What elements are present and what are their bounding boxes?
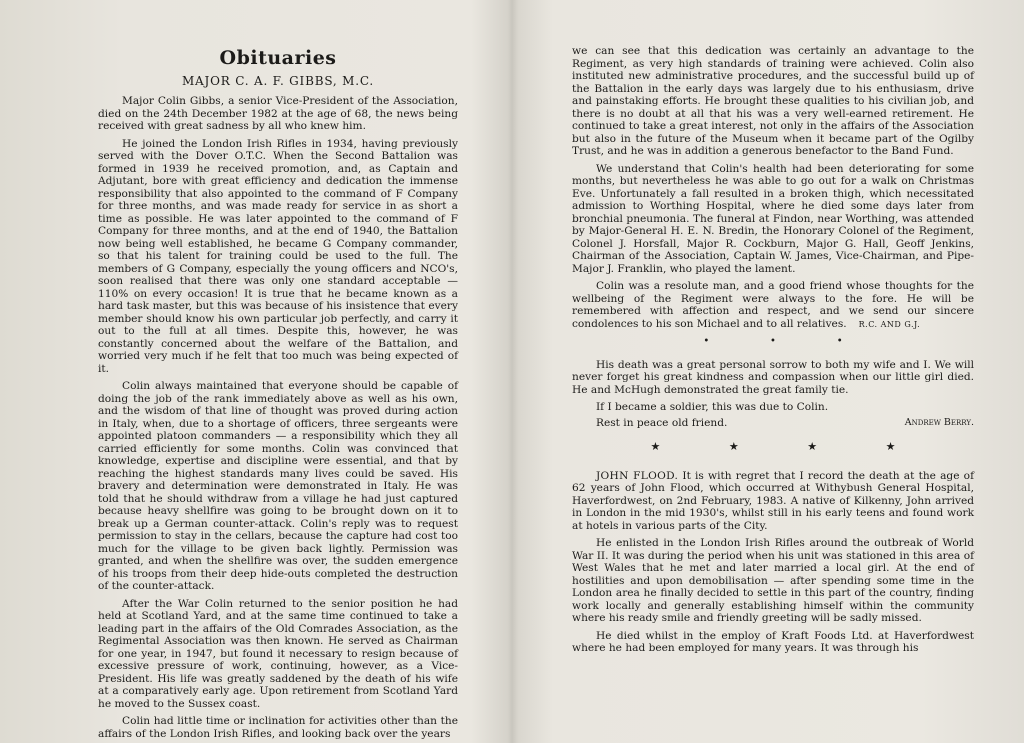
section-divider-dots xyxy=(673,336,873,349)
paragraph-resolute-text: Colin was a resolute man, and a good friend whose thoughts for the wellbeing of the Regiment were always to the fore. He will be remembered with affection and respect, and we send our sincere condolences to his son Michael and to all relatives. xyxy=(572,280,974,330)
left-column xyxy=(98,47,458,743)
continuation-paragraph: we can see that this dedication was certainly an advantage to the Regiment, as very high standards of training were achieved. Colin also instituted new administrative procedures, and the successful build up of the Battalion in the early days was largely due to his enthusiasm, drive and painstaking efforts. He brought these qualities to his civilian job, and there is no doubt at all that his was a very well-earned retirement. He continued to take a great interest, not only in the affairs of the Association but also in the future of the Museum when it became part of the Ogilby Trust, and he was in addition a generous benefactor to the Band Fund. xyxy=(572,45,974,157)
flood-paragraph-3: He died whilst in the employ of Kraft Foods Ltd. at Haverfordwest where he had been employed for many years. It was through his xyxy=(572,629,974,654)
paragraph: Colin had little time or inclination for activities other than the affairs of the London Irish Rifles, and looking back over the years xyxy=(98,715,458,740)
section-title: Obituaries xyxy=(219,47,337,69)
berry-soldier-line: If I became a soldier, this was due to Colin. xyxy=(596,401,829,413)
flood-paragraph-1-text: It is with regret that I record the death at the age of 62 years of John Flood, which occurred at Withybush General Hospital, Haverfordwest, on 2nd February, 1983. A native of Kilkenny, John arrived in London in the mid 1930's, whilst still in his early teens and found work at hotels in various parts of the City. xyxy=(572,469,974,532)
divider-star: ★ xyxy=(885,440,896,453)
flood-paragraph-1 xyxy=(572,470,974,533)
obituary-heading-flood: JOHN FLOOD. xyxy=(596,469,679,482)
paragraph-health: We understand that Colin's health had been deteriorating for some months, but nevertheless he was able to go out for a walk on Christmas Eve. Unfortunately a fall resulted in a broken thigh, which necessitated admission to Worthing Hospital, where he died some days later from bronchial pneumonia. The funeral at Findon, near Worthing, was attended by Major-General H. E. N. Bredin, the Honorary Colonel of the Regiment, Colonel J. Horsfall, Major R. Cockburn, Major G. Hall, Geoff Jenkins, Chairman of the Association, Captain W. James, Vice-Chairman, and Pipe-Major J. Franklin, who played the lament. xyxy=(572,162,974,275)
right-page xyxy=(512,0,1024,743)
divider-star: ★ xyxy=(807,440,818,453)
berry-rest-text: Rest in peace old friend. xyxy=(596,416,728,429)
berry-closing-line xyxy=(572,417,974,430)
obituary-heading-gibbs: MAJOR C. A. F. GIBBS, M.C. xyxy=(181,73,375,88)
divider-dot: • xyxy=(703,336,710,347)
divider-dot: • xyxy=(770,336,776,347)
paragraph: He joined the London Irish Rifles in 1934, having previously served with the Dover O.T.C. When the Second Battalion was formed in 1939 he received promotion, and, as Captain and Adjutant, bore with great efficiency and dedication the immense responsibility that also appointed to the command of F Company for three months, and was made ready for service in as short a time as possible. He was later appointed to the command of F Company for three months, and at the end of 1940, the Battalion now being well established, he became G Company commander, so that his talent for training could be used to the full. The members of G Company, especially the young officers and NCO's, soon realised that there was only one standard acceptable — 110% on every occasion! It is true that he became known as a hard task master, but this was because of his insistence that every member should know his own particular job perfectly, and carry it out to the full at all times. Despite this, however, he was constantly concerned about the welfare of the Battalion, and worried very much if he felt that too much was being expected of it. xyxy=(98,137,458,375)
paragraph: Major Colin Gibbs, a senior Vice-President of the Association, died on the 24th December 1982 at the age of 68, the news being received with great sadness by all who knew him. xyxy=(98,95,458,132)
berry-paragraph: His death was a great personal sorrow to both my wife and I. We will never forget his great kindness and compassion when our little girl died. He and McHugh demonstrated the great family tie. xyxy=(572,358,974,396)
divider-star: ★ xyxy=(728,440,739,453)
paragraph: After the War Colin returned to the senior position he had held at Scotland Yard, and at the same time continued to take a leading part in the affairs of the Old Comrades Association, as the Regimental Association was then known. He served as Chairman for one year, in 1947, but found it necessary to resign because of excessive pressure of work, continuing, however, as a Vice-President. His life was greatly saddened by the death of his wife at a comparatively early age. Upon retirement from Scotland Yard he moved to the Sussex coast. xyxy=(98,597,458,710)
divider-star: ★ xyxy=(650,440,661,453)
right-column xyxy=(572,45,974,660)
flood-paragraph-2: He enlisted in the London Irish Rifles around the outbreak of World War II. It was during the period when his unit was stationed in this area of West Wales that he met and later married a local girl. At the end of hostilities and upon demobilisation — after spending some time in the London area he finally decided to settle in this part of the country, finding work locally and generally establishing himself within the community where his ready smile and friendly greeting will be sadly missed. xyxy=(572,537,974,624)
berry-signature: Andrew Berry. xyxy=(904,416,974,428)
divider-dot: • xyxy=(836,336,843,347)
paragraph-resolute xyxy=(572,280,974,331)
author-initials: R.C. AND G.J. xyxy=(858,319,921,329)
section-divider-stars xyxy=(651,441,896,454)
paragraph: Colin always maintained that everyone should be capable of doing the job of the rank immediately above as well as his own, and the wisdom of that line of thought was proved during action in Italy, when, due to a shortage of officers, three sergeants were appointed platoon commanders — a responsibility which they all carried efficiently for some months. Colin was convinced that knowledge, expertise and discipline were essential, and that by reaching the highest standards many lives could be saved. His bravery and determination were demonstrated in Italy. He was told that he should withdraw from a village he had just captured because heavy shellfire was going to be brought down on it to break up a German counter-attack. Colin's reply was to request permission to stay in the cellars, because the capture had cost too much for the village to be given back lightly. Permission was granted, and when the shellfire was over, the sudden emergence of his troops from their deep hide-outs completed the destruction of the counter-attack. xyxy=(98,380,458,592)
